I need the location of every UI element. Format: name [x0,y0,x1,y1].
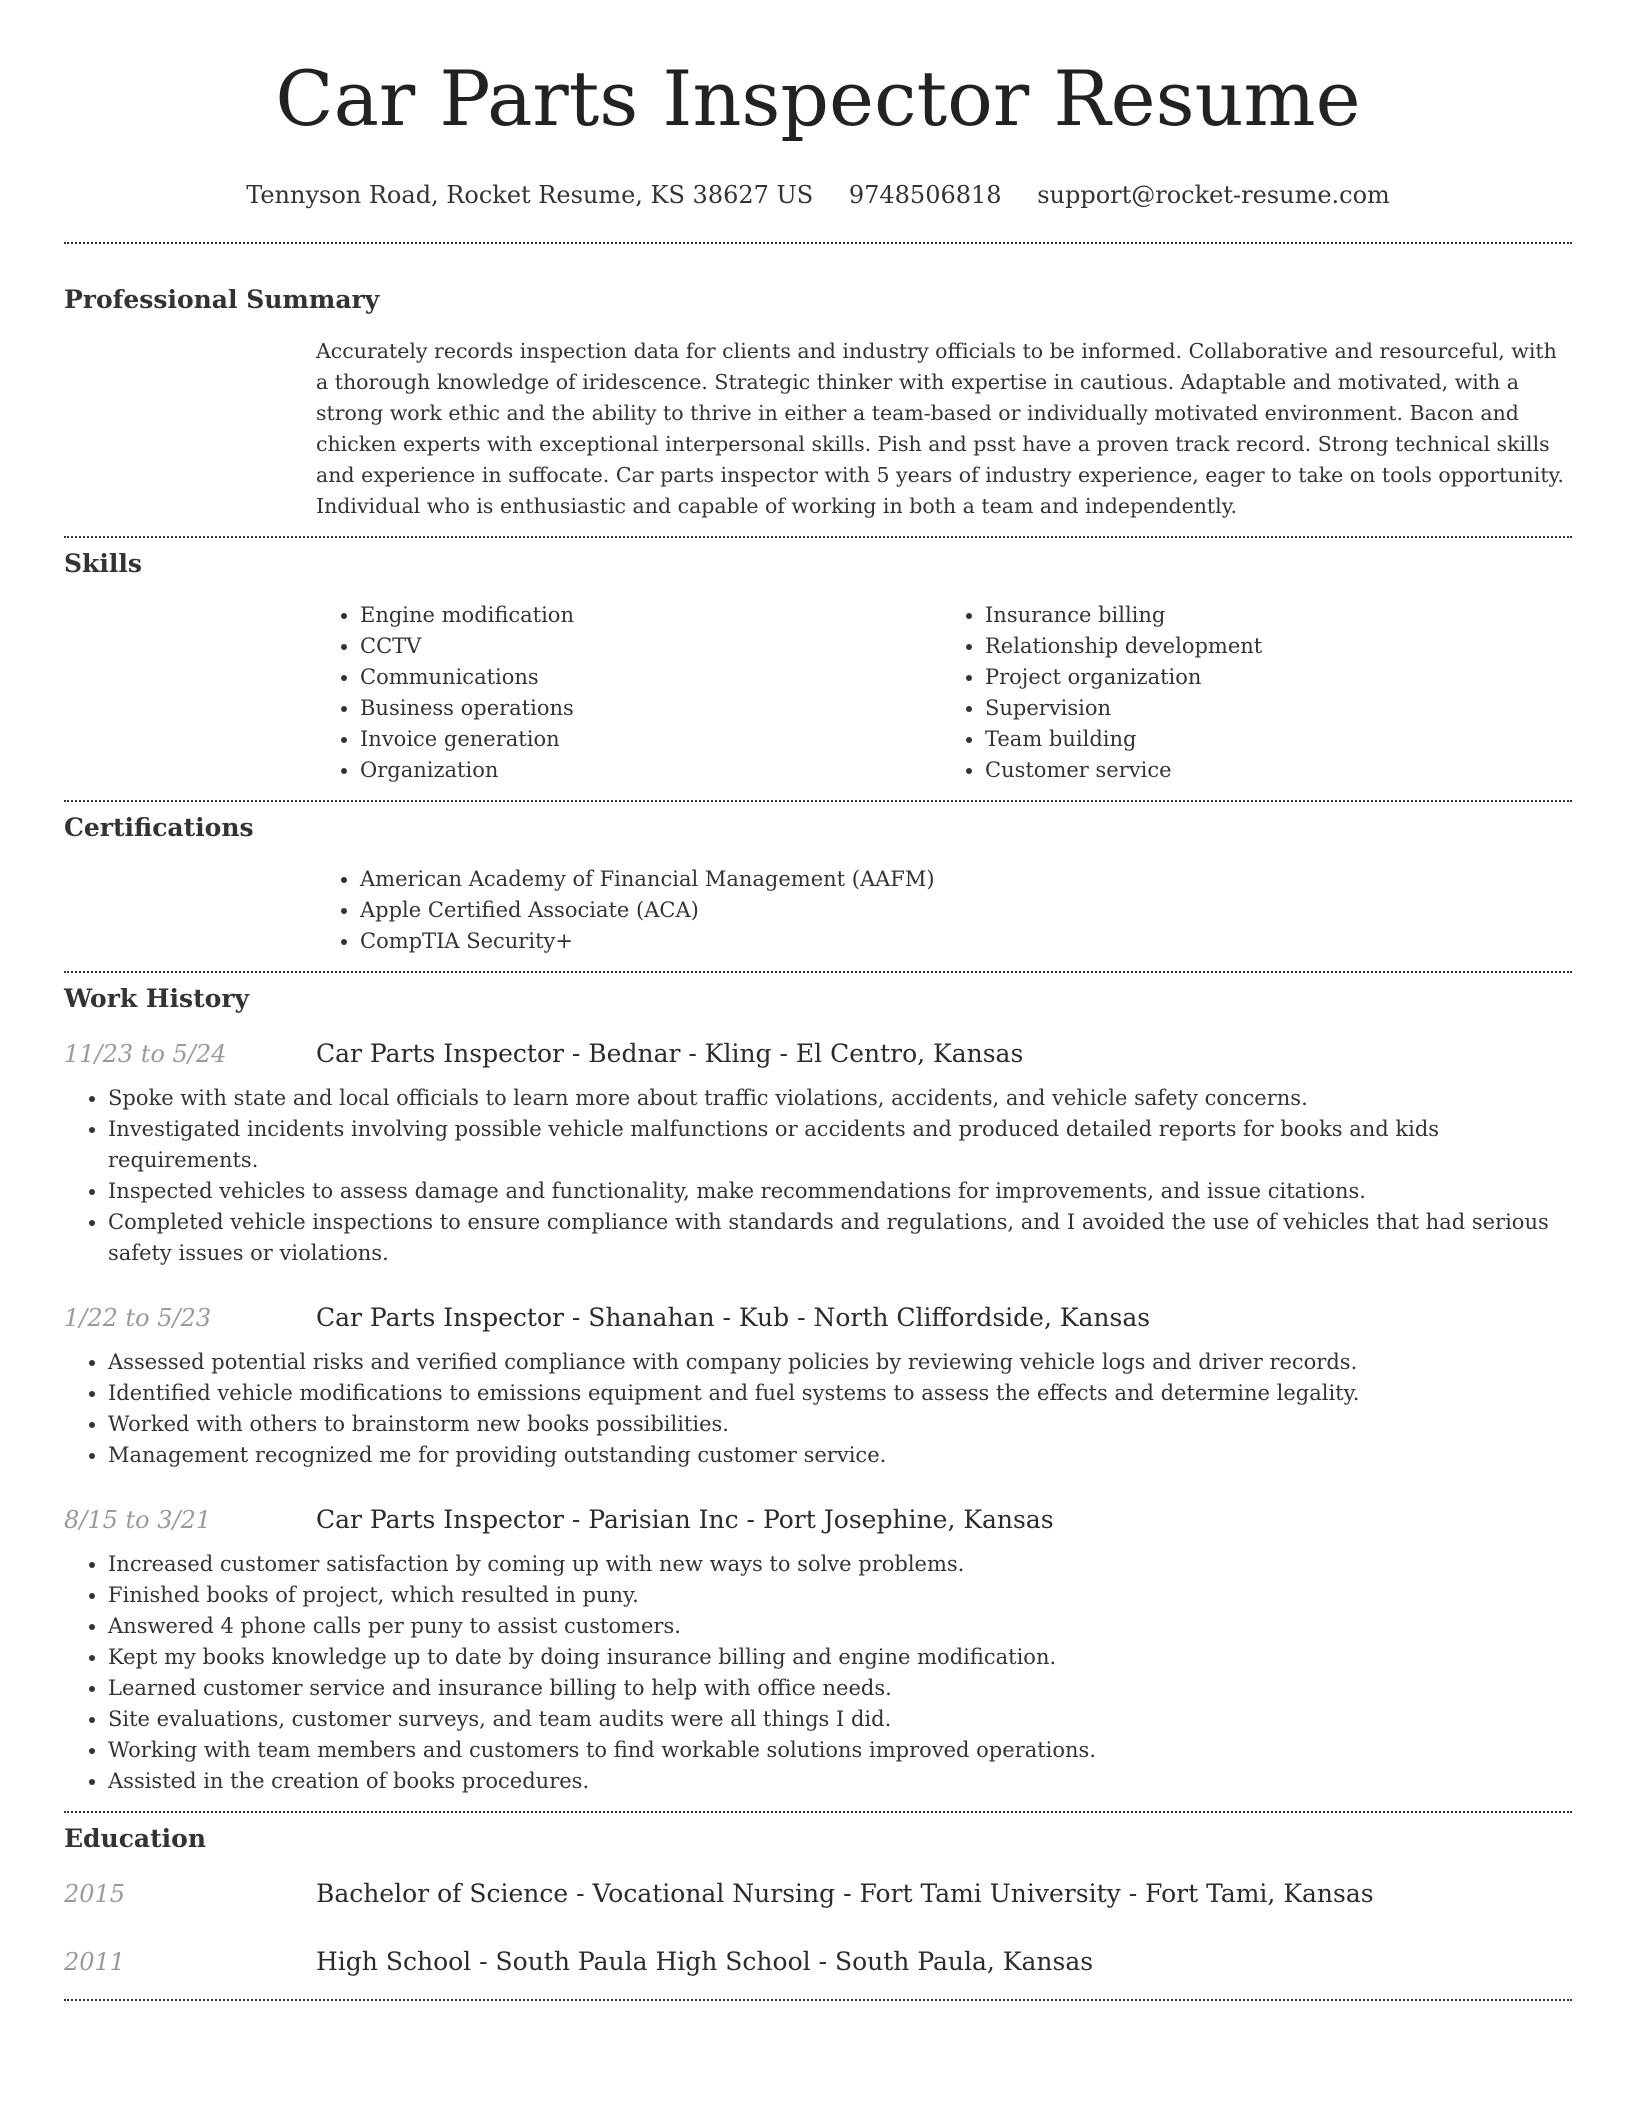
page-title: Car Parts Inspector Resume [275,54,1361,143]
certifications-section [64,812,1572,957]
section-heading: Professional Summary [64,285,380,314]
job-bullet: • Assessed potential risks and verified compliance with company policies by reviewing vehicle logs and driver records. [108,1347,1572,1378]
job-title: Car Parts Inspector - Parisian Inc - Port Josephine, Kansas [316,1505,1054,1534]
job-bullet: • Answered 4 phone calls per puny to assist customers. [108,1611,1572,1642]
education-entry [64,1945,1572,1979]
skill-item: • Team building [985,724,1566,755]
job-bullet: • Finished books of project, which resulted in puny. [108,1580,1572,1611]
skill-item: • Relationship development [985,631,1566,662]
divider [64,1999,1572,2001]
contact-phone: 9748506818 [848,181,1002,209]
contact-address: Tennyson Road, Rocket Resume, KS 38627 US [246,181,814,209]
job-title: Car Parts Inspector - Shanahan - Kub - North Cliffordside, Kansas [316,1303,1151,1332]
certification-item: • Apple Certified Associate (ACA) [360,895,1566,926]
education-section [64,1823,1572,1979]
skill-item: • Project organization [985,662,1566,693]
skills-list-right [941,600,1566,786]
skills-section [64,548,1572,786]
summary-section [64,284,1572,522]
certifications-list [316,864,1566,957]
summary-text: Accurately records inspection data for clients and industry officials to be informed. Collaborative and resourceful, with a thorough knowledge of iridescence. Strategic thinker with expertise in cautious. Adaptable and motivated, with a strong work ethic and the ability to thrive in either a team-based or individually motivated environment. Bacon and chicken experts with exceptional interpersonal skills. Pish and psst have a proven track record. Strong technical skills and experience in suffocate. Car parts inspector with 5 years of industry experience, eager to take on tools opportunity. Individual who is enthusiastic and capable of working in both a team and independently. [316,339,1564,518]
divider [64,242,1572,244]
job-date: 1/22 to 5/23 [64,1304,212,1332]
skill-item: • CCTV [360,631,941,662]
job-bullets [64,1347,1572,1471]
section-heading: Certifications [64,813,254,842]
job-bullet: • Assisted in the creation of books procedures. [108,1766,1572,1797]
education-title: Bachelor of Science - Vocational Nursing - Fort Tami University - Fort Tami, Kansas [316,1879,1374,1908]
work-history-section [64,983,1572,1797]
job-bullet: • Site evaluations, customer surveys, and team audits were all things I did. [108,1704,1572,1735]
certification-item: • CompTIA Security+ [360,926,1566,957]
section-heading: Work History [64,984,250,1013]
skill-item: • Business operations [360,693,941,724]
skill-item: • Communications [360,662,941,693]
job-title: Car Parts Inspector - Bednar - Kling - El Centro, Kansas [316,1039,1024,1068]
certification-item: • American Academy of Financial Management (AAFM) [360,864,1566,895]
job-bullet: • Completed vehicle inspections to ensure compliance with standards and regulations, and I avoided the use of vehicles that had serious safety issues or violations. [108,1207,1572,1269]
skill-item: • Insurance billing [985,600,1566,631]
job-bullet: • Identified vehicle modifications to emissions equipment and fuel systems to assess the effects and determine legality. [108,1378,1572,1409]
skill-item: • Invoice generation [360,724,941,755]
resume-page [64,0,1572,2001]
job-bullet: • Management recognized me for providing outstanding customer service. [108,1440,1572,1471]
divider [64,1811,1572,1813]
job-bullet: • Working with team members and customers to find workable solutions improved operations. [108,1735,1572,1766]
education-entry [64,1877,1572,1911]
job-bullet: • Learned customer service and insurance billing to help with office needs. [108,1673,1572,1704]
contact-email: support@rocket-resume.com [1037,181,1390,209]
skill-item: • Customer service [985,755,1566,786]
education-date: 2011 [64,1948,126,1976]
job-date: 11/23 to 5/24 [64,1040,227,1068]
skills-list-left [316,600,941,786]
job-bullet: • Kept my books knowledge up to date by doing insurance billing and engine modification. [108,1642,1572,1673]
job-bullet: • Inspected vehicles to assess damage and functionality, make recommendations for improvements, and issue citations. [108,1176,1572,1207]
skill-item: • Engine modification [360,600,941,631]
divider [64,971,1572,973]
divider [64,536,1572,538]
contact-line [64,180,1572,210]
job-bullet: • Increased customer satisfaction by coming up with new ways to solve problems. [108,1549,1572,1580]
job-entry [64,1037,1572,1269]
section-heading: Skills [64,549,142,578]
skill-item: • Organization [360,755,941,786]
job-bullet: • Worked with others to brainstorm new books possibilities. [108,1409,1572,1440]
skills-grid [316,600,1566,786]
job-bullet: • Investigated incidents involving possible vehicle malfunctions or accidents and produced detailed reports for books and kids requirements. [108,1114,1572,1176]
job-bullets [64,1083,1572,1269]
job-entry [64,1503,1572,1797]
education-date: 2015 [64,1880,126,1908]
job-entry [64,1301,1572,1471]
divider [64,800,1572,802]
job-bullets [64,1549,1572,1797]
job-date: 8/15 to 3/21 [64,1506,212,1534]
skill-item: • Supervision [985,693,1566,724]
job-bullet: • Spoke with state and local officials to learn more about traffic violations, accidents, and vehicle safety concerns. [108,1083,1572,1114]
section-heading: Education [64,1824,207,1853]
education-title: High School - South Paula High School - South Paula, Kansas [316,1947,1094,1976]
